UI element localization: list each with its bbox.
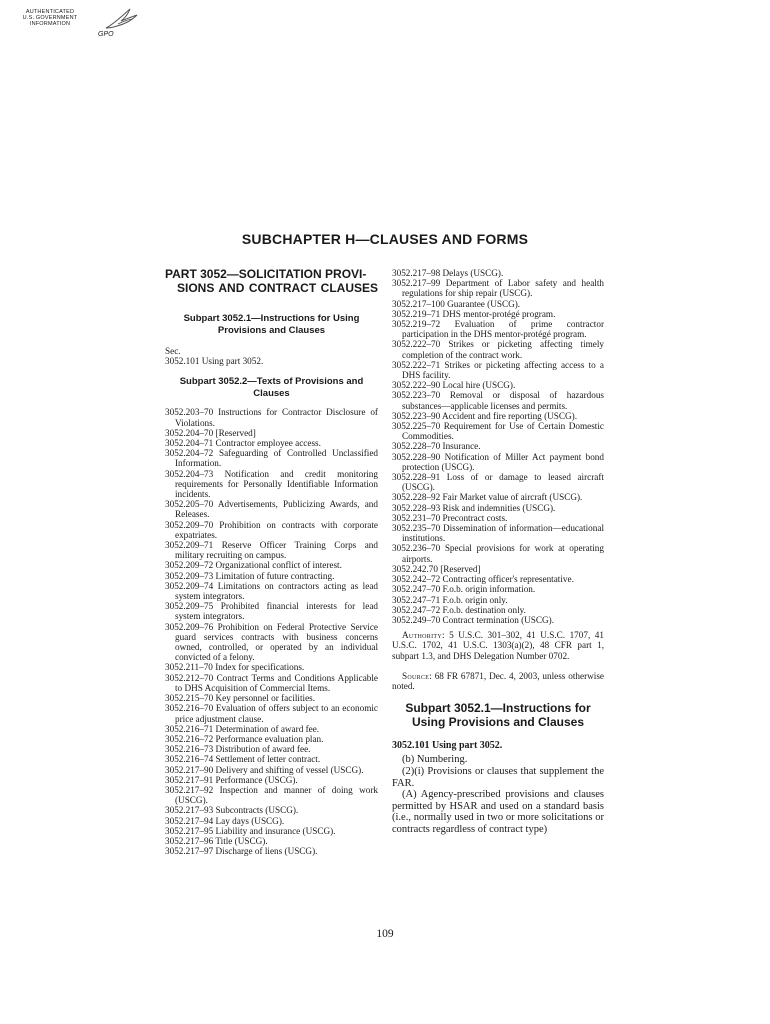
toc-entry: 3052.242.70 [Reserved] xyxy=(392,563,481,574)
toc-entry: 3052.242–72 Contracting officer's representative. xyxy=(392,574,574,585)
part-title xyxy=(165,268,378,295)
toc-entry: 3052.247–70 F.o.b. origin information. xyxy=(392,584,536,595)
body-paragraph: (2)(i) Provisions or clauses that supplement the FAR. xyxy=(392,765,604,789)
toc-entry: 3052.205–70 Advertisements, Publicizing Awards, and Releases. xyxy=(165,499,378,520)
toc-entry: 3052.216–71 Determination of award fee. xyxy=(165,723,320,734)
page-number: 109 xyxy=(376,928,394,940)
toc-entry: 3052.203–70 Instructions for Contractor Disclosure of Violations. xyxy=(165,407,378,428)
toc-entry: 3052.223–90 Accident and fire reporting (USCG). xyxy=(392,410,577,421)
subpart-1-heading: Subpart 3052.1—Instructions for Using Provisions and Clauses xyxy=(183,313,360,336)
toc-entry: 3052.219–71 DHS mentor-protégé program. xyxy=(392,308,556,319)
toc-entry: 3052.204–72 Safeguarding of Controlled Unclassified Information. xyxy=(165,448,378,469)
toc-entry: 3052.209–73 Limitation of future contracting. xyxy=(165,570,335,581)
sec-label: Sec. xyxy=(165,346,181,356)
subpart-2-heading: Subpart 3052.2—Texts of Provisions and Clauses xyxy=(179,376,364,399)
toc-entry: 3052.204–71 Contractor employee access. xyxy=(165,438,321,449)
toc-entry: 3052.217–96 Title (USCG). xyxy=(165,835,268,846)
logo-text: AUTHENTICATED U.S. GOVERNMENT INFORMATION xyxy=(22,9,78,28)
toc-entry: 3052.225–70 Requirement for Use of Certain Domestic Commodities. xyxy=(392,421,604,442)
toc-entry: 3052.217–97 Discharge of liens (USCG). xyxy=(165,846,318,857)
gpo-authentication-logo xyxy=(14,4,144,46)
toc-entry: 3052.247–72 F.o.b. destination only. xyxy=(392,604,526,615)
toc-entry: 3052.228–90 Notification of Miller Act payment bond protection (USCG). xyxy=(392,451,604,472)
source-label: Source xyxy=(402,670,430,681)
toc-entry: 3052.216–73 Distribution of award fee. xyxy=(165,744,311,755)
subpart-2-toc-left xyxy=(165,407,378,856)
chapter-title: SUBCHAPTER H—CLAUSES AND FORMS xyxy=(241,231,529,247)
section-heading: 3052.101 Using part 3052. xyxy=(392,740,503,752)
toc-entry: 3052.217–91 Performance (USCG). xyxy=(165,774,298,785)
toc-entry: 3052.204–73 Notification and credit monitoring requirements for Personally Identifiable Information incidents. xyxy=(165,468,378,500)
toc-entry: 3052.222–71 Strikes or picketing affecting access to a DHS facility. xyxy=(392,359,604,381)
toc-entry: 3052.217–98 Delays (USCG). xyxy=(392,268,504,278)
toc-entry: 3052.222–70 Strikes or picketing affecting timely completion of the contract work. xyxy=(392,339,604,360)
left-column xyxy=(165,268,378,856)
toc-entry: 3052.236–70 Special provisions for work at operating airports. xyxy=(392,543,604,564)
gpo-mark: GPO xyxy=(98,31,114,38)
toc-entry: 3052.216–74 Settlement of letter contract. xyxy=(165,754,321,765)
toc-entry: 3052.216–70 Evaluation of offers subject to an economic price adjustment clause. xyxy=(165,703,378,724)
toc-entry: 3052.216–72 Performance evaluation plan. xyxy=(165,733,324,744)
toc-entry: 3052.231–70 Precontract costs. xyxy=(392,512,508,523)
toc-entry: 3052.209–72 Organizational conflict of interest. xyxy=(165,560,342,571)
toc-entry: 3052.209–70 Prohibition on contracts with corporate expatriates. xyxy=(165,519,378,540)
subpart-1-toc xyxy=(165,356,378,366)
toc-entry: 3052.217–100 Guarantee (USCG). xyxy=(392,298,521,309)
part-title-line-2: SIONS AND CONTRACT CLAUSES xyxy=(177,280,378,295)
toc-entry: 3052.211–70 Index for specifications. xyxy=(165,662,305,673)
subpart-2-toc-right xyxy=(392,268,604,625)
toc-entry: 3052.209–74 Limitations on contractors acting as lead system integrators. xyxy=(165,580,378,602)
toc-entry: 3052.212–70 Contract Terms and Conditions Applicable to DHS Acquisition of Commercial Items. xyxy=(165,672,378,693)
toc-entry: 3052.217–93 Subcontracts (USCG). xyxy=(165,805,299,816)
toc-entry: 3052.101 Using part 3052. xyxy=(165,356,264,367)
toc-entry: 3052.204–70 [Reserved] xyxy=(165,427,256,438)
toc-entry: 3052.222–90 Local hire (USCG). xyxy=(392,380,516,391)
toc-entry: 3052.228–93 Risk and indemnities (USCG). xyxy=(392,502,556,513)
toc-entry: 3052.223–70 Removal or disposal of hazardous substances—applicable licenses and permits. xyxy=(392,390,604,411)
authority-text: : 5 U.S.C. 301–302, 41 U.S.C. 1707, 41 U.S.C. 1702, 41 U.S.C. 1303(a)(2), 48 CFR part 1, subpart 1.3, and DHS Delegation Number 0702. xyxy=(392,630,604,661)
right-column xyxy=(392,268,604,835)
body-paragraph: (A) Agency-prescribed provisions and clauses permitted by HSAR and used on a standard basis (i.e., normally used in two or more solicitations or contracts regardless of contract type) xyxy=(392,789,604,835)
toc-entry: 3052.217–92 Inspection and manner of doing work (USCG). xyxy=(165,784,378,806)
toc-entry: 3052.228–92 Fair Market value of aircraft (USCG). xyxy=(392,492,583,503)
toc-entry: 3052.217–90 Delivery and shifting of vessel (USCG). xyxy=(165,764,364,775)
toc-entry: 3052.235–70 Dissemination of information—educational institutions. xyxy=(392,523,604,544)
toc-entry: 3052.209–71 Reserve Officer Training Corps and military recruiting on campus. xyxy=(165,540,378,561)
source-text: : 68 FR 67871, Dec. 4, 2003, unless otherwise noted. xyxy=(392,670,604,691)
toc-entry: 3052.219–72 Evaluation of prime contractor participation in the DHS mentor-protégé program. xyxy=(392,319,604,340)
subpart-1-section-heading: Subpart 3052.1—Instructions for Using Provisions and Clauses xyxy=(405,701,591,730)
toc-entry: 3052.228–91 Loss of or damage to leased aircraft (USCG). xyxy=(392,472,604,493)
toc-entry: 3052.228–70 Insurance. xyxy=(392,441,481,452)
toc-entry: 3052.247–71 F.o.b. origin only. xyxy=(392,594,508,605)
toc-entry: 3052.209–76 Prohibition on Federal Protective Service guard services contracts with business concerns owned, controlled, or operated by an individual convicted of a felony. xyxy=(165,621,378,663)
authority-label: Authority xyxy=(402,630,442,641)
eagle-icon xyxy=(104,6,140,34)
toc-entry: 3052.217–99 Department of Labor safety and health regulations for ship repair (USCG). xyxy=(392,278,604,299)
toc-entry: 3052.217–95 Liability and insurance (USCG). xyxy=(165,825,336,836)
body-paragraph: (b) Numbering. xyxy=(402,754,468,766)
toc-entry: 3052.209–75 Prohibited financial interests for lead system integrators. xyxy=(165,601,378,622)
authority-note xyxy=(392,630,604,661)
toc-entry: 3052.217–94 Lay days (USCG). xyxy=(165,815,285,826)
toc-entry: 3052.249–70 Contract termination (USCG). xyxy=(392,614,555,625)
part-title-line-1: PART 3052—SOLICITATION PROVI- xyxy=(165,267,367,281)
source-note xyxy=(392,671,604,691)
toc-entry: 3052.215–70 Key personnel or facilities. xyxy=(165,693,316,704)
